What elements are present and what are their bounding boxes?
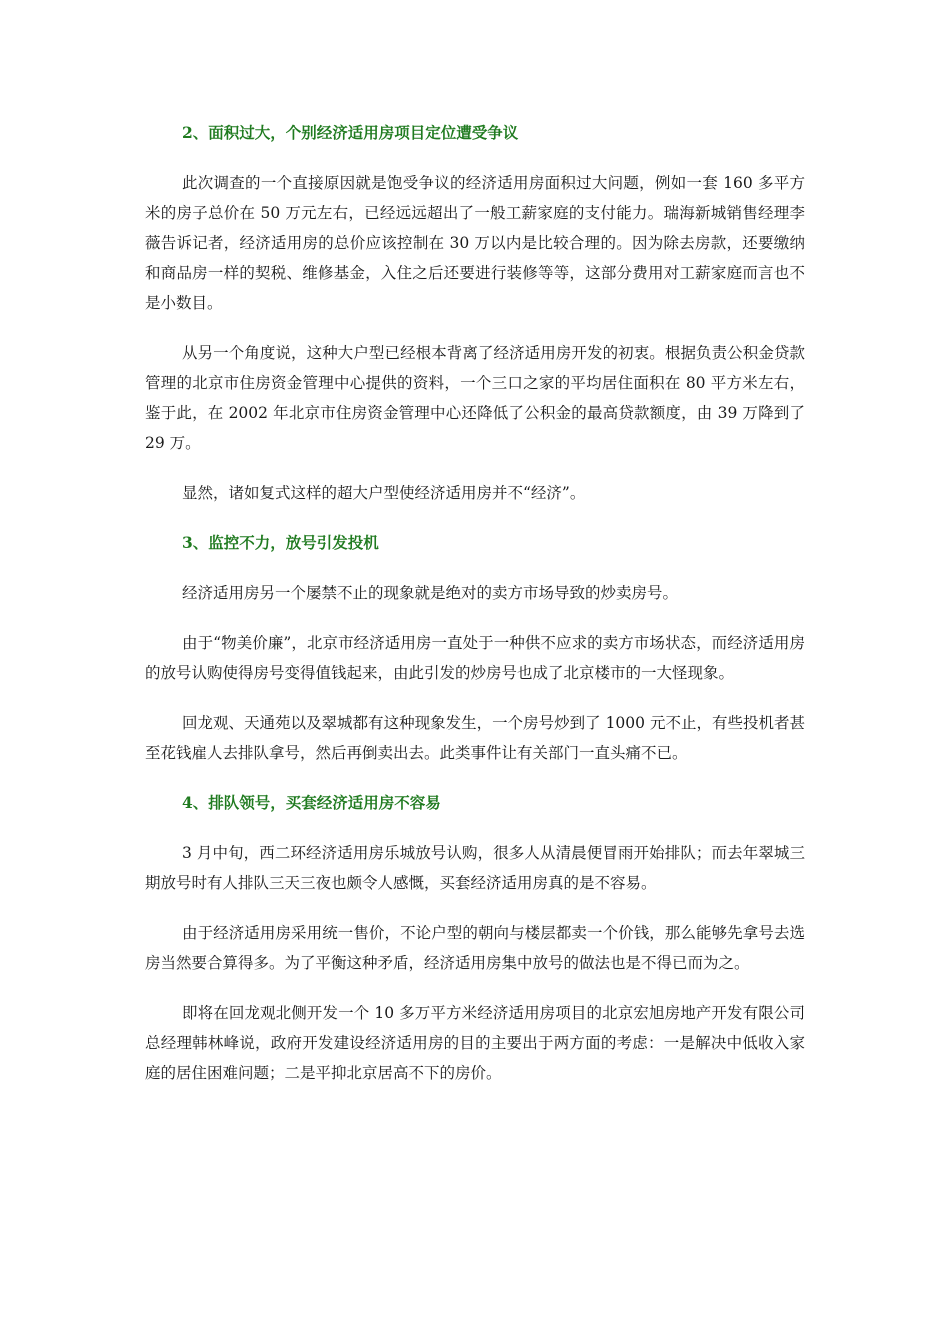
paragraph: 即将在回龙观北侧开发一个 10 多万平方米经济适用房项目的北京宏旭房地产开发有限公司总经理韩林峰说，政府开发建设经济适用房的目的主要出于两方面的考虑：一是解决中低收入家庭的居住困难问题；二是平抑北京居高不下的房价。 — [145, 1004, 805, 1082]
paragraph: 由于经济适用房采用统一售价，不论户型的朝向与楼层都卖一个价钱，那么能够先拿号去选房当然要合算得多。为了平衡这种矛盾，经济适用房集中放号的做法也是不得已而为之。 — [145, 924, 805, 972]
section-heading-area: 2、面积过大，个别经济适用房项目定位遭受争议 — [182, 123, 519, 142]
document-body — [145, 118, 805, 1108]
paragraph: 此次调查的一个直接原因就是饱受争议的经济适用房面积过大问题，例如一套 160 多平方米的房子总价在 50 万元左右，已经远远超出了一般工薪家庭的支付能力。瑞海新城销售经理李薇告诉记者，经济适用房的总价应该控制在 30 万以内是比较合理的。因为除去房款，还要缴纳和商品房一样的契税、维修基金，入住之后还要进行装修等等，这部分费用对工薪家庭而言也不是小数目。 — [145, 174, 805, 312]
section-heading-queue: 4、排队领号，买套经济适用房不容易 — [182, 793, 441, 812]
paragraph: 3 月中旬，西二环经济适用房乐城放号认购，很多人从清晨便冒雨开始排队；而去年翠城三期放号时有人排队三天三夜也颇令人感慨，买套经济适用房真的是不容易。 — [145, 844, 805, 892]
paragraph: 由于“物美价廉”，北京市经济适用房一直处于一种供不应求的卖方市场状态，而经济适用房的放号认购使得房号变得值钱起来，由此引发的炒房号也成了北京楼市的一大怪现象。 — [145, 634, 805, 682]
paragraph: 显然，诸如复式这样的超大户型使经济适用房并不“经济”。 — [182, 484, 586, 502]
section-heading-monitoring: 3、监控不力，放号引发投机 — [182, 533, 379, 552]
paragraph: 回龙观、天通苑以及翠城都有这种现象发生，一个房号炒到了 1000 元不止，有些投机者甚至花钱雇人去排队拿号，然后再倒卖出去。此类事件让有关部门一直头痛不已。 — [145, 714, 805, 762]
paragraph: 从另一个角度说，这种大户型已经根本背离了经济适用房开发的初衷。根据负责公积金贷款管理的北京市住房资金管理中心提供的资料，一个三口之家的平均居住面积在 80 平方米左右，鉴于此，在 2002 年北京市住房资金管理中心还降低了公积金的最高贷款额度，由 39 万降到了 29 万。 — [145, 344, 805, 452]
paragraph: 经济适用房另一个屡禁不止的现象就是绝对的卖方市场导致的炒卖房号。 — [182, 584, 679, 602]
